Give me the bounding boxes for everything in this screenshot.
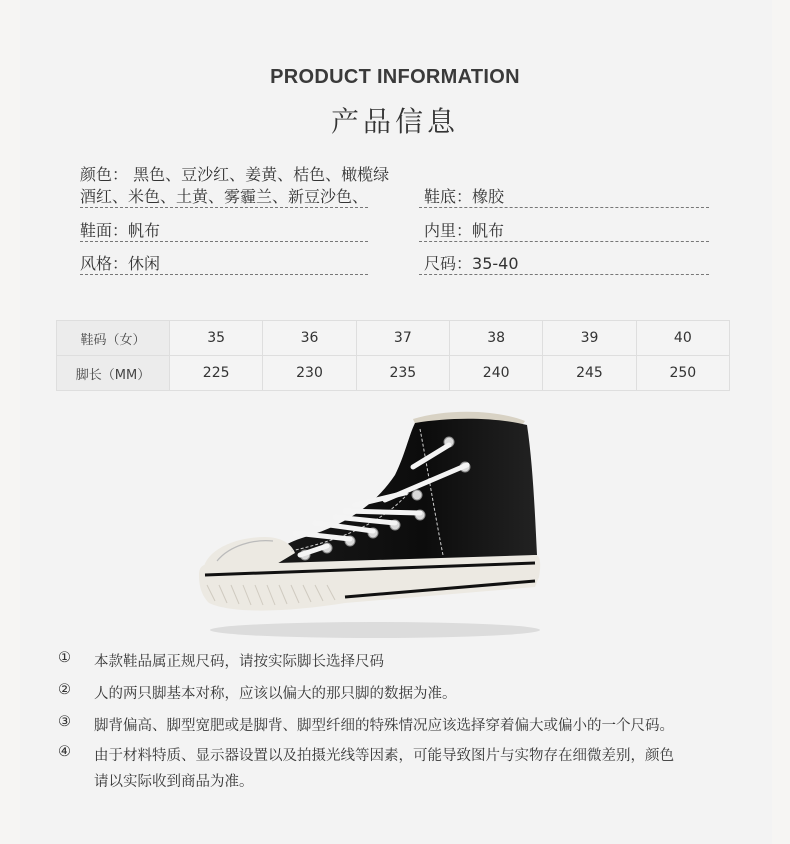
sole-label: 鞋底： xyxy=(424,187,473,206)
style-value: 休闲 xyxy=(128,254,161,273)
row-header-shoe-size: 鞋码（女） xyxy=(57,321,170,356)
table-cell: 230 xyxy=(263,356,356,391)
note-item xyxy=(58,714,674,735)
divider xyxy=(80,207,368,208)
table-cell: 235 xyxy=(356,356,449,391)
table-cell: 40 xyxy=(636,321,729,356)
table-row xyxy=(57,356,730,391)
note-number: ③ xyxy=(58,714,71,730)
note-item xyxy=(58,650,384,671)
sole-row xyxy=(424,184,504,207)
note-number: ① xyxy=(58,650,71,666)
lining-label: 内里： xyxy=(424,221,473,240)
table-cell: 240 xyxy=(449,356,542,391)
divider xyxy=(419,274,709,275)
lining-row xyxy=(424,218,504,241)
style-label: 风格： xyxy=(80,254,129,273)
table-cell: 245 xyxy=(543,356,636,391)
size-label: 尺码： xyxy=(424,254,473,273)
note-item xyxy=(58,682,457,703)
product-shoe-image xyxy=(195,405,545,640)
color-label: 颜色： xyxy=(80,165,129,184)
divider xyxy=(80,241,368,242)
table-cell: 36 xyxy=(263,321,356,356)
size-table xyxy=(56,320,730,391)
divider xyxy=(419,207,709,208)
size-value: 35-40 xyxy=(472,254,519,273)
table-cell: 225 xyxy=(170,356,263,391)
note-number: ④ xyxy=(58,744,71,760)
note-number: ② xyxy=(58,682,71,698)
sole-value: 橡胶 xyxy=(472,187,505,206)
table-cell: 35 xyxy=(170,321,263,356)
upper-value: 帆布 xyxy=(128,221,161,240)
table-row xyxy=(57,321,730,356)
style-row xyxy=(80,251,160,274)
color-row xyxy=(80,162,389,185)
note-text: 本款鞋品属正规尺码，请按实际脚长选择尺码 xyxy=(94,654,384,670)
row-header-foot-length: 脚长（MM） xyxy=(57,356,170,391)
upper-row xyxy=(80,218,160,241)
lining-value: 帆布 xyxy=(472,221,505,240)
note-text: 人的两只脚基本对称，应该以偏大的那只脚的数据为准。 xyxy=(94,686,457,702)
section-title-en: PRODUCT INFORMATION xyxy=(270,66,520,88)
color-values-line1: 黑色、豆沙红、姜黄、桔色、橄榄绿 xyxy=(133,165,390,184)
table-cell: 39 xyxy=(543,321,636,356)
note-text-continued: 请以实际收到商品为准。 xyxy=(94,774,254,790)
divider xyxy=(80,274,368,275)
upper-label: 鞋面： xyxy=(80,221,129,240)
note-text: 由于材料特质、显示器设置以及拍摄光线等因素，可能导致图片与实物存在细微差别，颜色 xyxy=(94,748,674,764)
color-values-line2: 酒红、米色、土黄、雾霾兰、新豆沙色、 xyxy=(80,187,369,206)
table-cell: 38 xyxy=(449,321,542,356)
note-item xyxy=(58,744,674,765)
note-text: 脚背偏高、脚型宽肥或是脚背、脚型纤细的特殊情况应该选择穿着偏大或偏小的一个尺码。 xyxy=(94,718,674,734)
table-cell: 250 xyxy=(636,356,729,391)
table-cell: 37 xyxy=(356,321,449,356)
section-title-cn: 产品信息 xyxy=(330,105,459,138)
size-row xyxy=(424,251,519,274)
divider xyxy=(419,241,709,242)
